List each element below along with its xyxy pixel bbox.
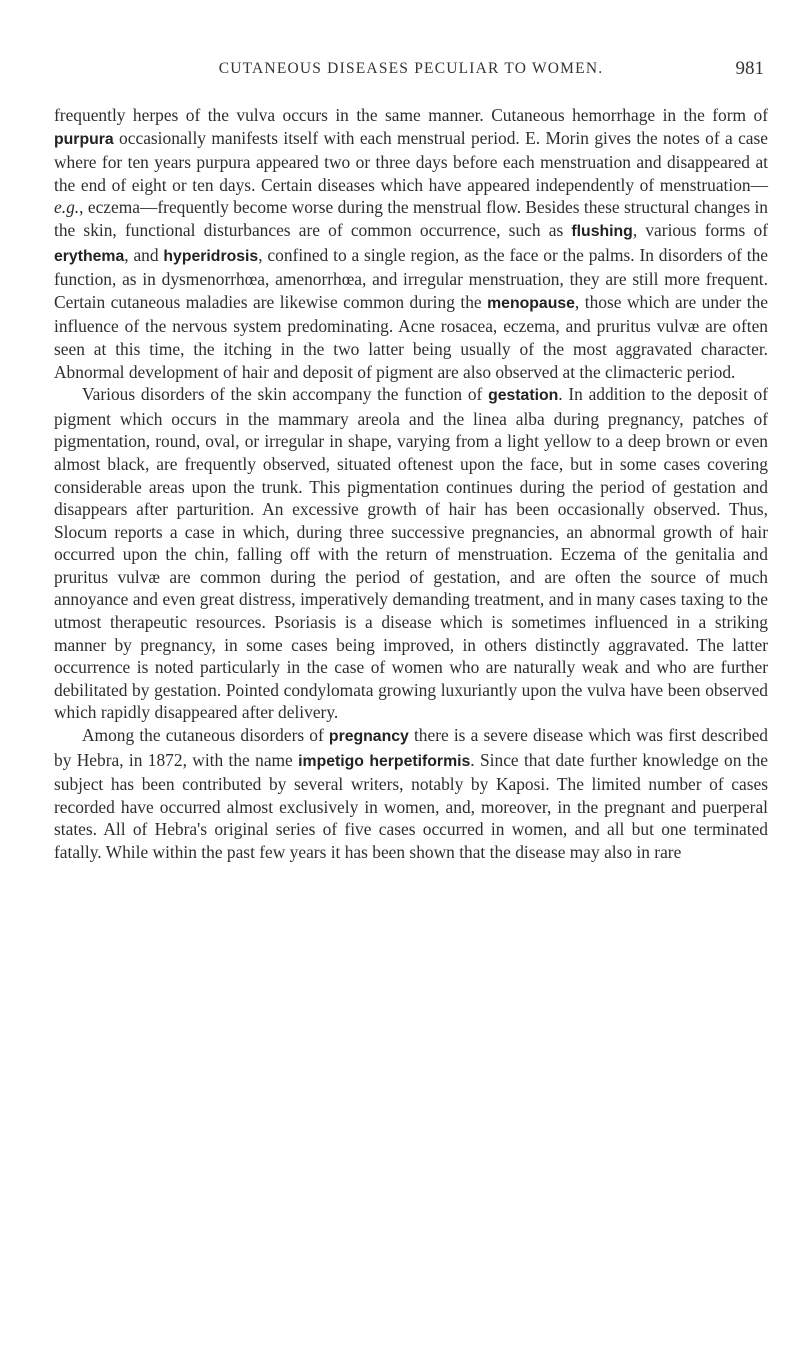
keyword-hyperidrosis: hyperidrosis [163, 247, 259, 265]
running-head [54, 60, 768, 90]
text-run: Various disorders of the skin accompany the function of [82, 384, 489, 405]
text-run: . In addition to the deposit of pigment which occurs in the mammary areola and the linea alba during pregnancy, patches of pigmentation, round, oval, or irregular in shape, varying from a light yellow to a deep brown or even almost black, are frequently observed, situated oftenest upon the face, but in some cases covering considerable areas upon the trunk. This pigmentation continues during the period of gestation and disappears after parturition. An excessive growth of hair has been occasionally observed. Thus, Slocum reports a case in which, during three successive pregnancies, an abnormal growth of hair occurred upon the chin, falling off with the return of menstruation. Eczema of the genitalia and pruritus vulvæ are common during the period of gestation, and are often the source of much annoyance and even great distress, imperatively demanding treatment, and in many cases taxing to the utmost therapeutic resources. Psoriasis is a disease which is sometimes influenced in a striking manner by pregnancy, in some cases being improved, in others distinctly aggravated. The latter occurrence is noted particularly in the case of women who are naturally weak and who are further debilitated by gestation. Pointed condylomata growing luxuriantly upon the vulva have been observed which rapidly disappeared after delivery. [54, 384, 768, 723]
book-page [54, 60, 768, 864]
paragraph-gestation [54, 383, 768, 724]
keyword-menopause: menopause [487, 294, 575, 312]
running-title: CUTANEOUS DISEASES PECULIAR TO WOMEN. [218, 60, 604, 77]
text-run: Among the cutaneous disorders of [82, 725, 329, 746]
text-run: occasionally manifests itself with each menstrual period. E. Morin gives the notes of a case where for ten years purpura appeared two or three days before each menstruation and disappeared at the end of eight or ten days. Certain diseases which have appeared independently of menstruation— [54, 127, 768, 195]
keyword-flushing: flushing [571, 222, 633, 240]
text-run: , those which are under the influence of the nervous system predominating. Acne rosacea, eczema, and pruritus vulvæ are often seen at this time, the itching in the two latter being usually of the most aggravated character. Abnormal development of hair and deposit of pigment are also observed at the climacteric period. [54, 291, 768, 382]
text-run: , confined to a single region, as the face or the palms. In disorders of the function, as in dysmenorrhœa, amenorrhœa, and irregular menstruation, they are still more frequent. Certain cutaneous maladies are likewise common during the [54, 244, 768, 312]
paragraph-pregnancy [54, 724, 768, 864]
page-number: 981 [735, 58, 764, 79]
paragraph-menstruation [54, 104, 768, 383]
keyword-purpura: purpura [54, 130, 114, 148]
body-text [54, 104, 768, 864]
keyword-pregnancy: pregnancy [328, 728, 409, 746]
keyword-gestation: gestation [488, 387, 559, 405]
keyword-erythema: erythema [54, 247, 125, 265]
keyword-impetigo-herpetiformis: impetigo herpetiformis [298, 752, 471, 770]
text-run: , eczema—frequently become worse during the menstrual flow. Besides these structural changes in the skin, functional disturbances are of common occurrence, such as [54, 197, 768, 240]
italic-eg: e.g. [54, 197, 80, 218]
text-run: there is a severe disease which was first described by Hebra, in 1872, with the name [54, 725, 768, 770]
text-run: . Since that date further knowledge on the subject has been contributed by several writers, notably by Kaposi. The limited number of cases recorded have occurred almost exclusively in women, and, moreover, in the pregnant and puerperal states. All of Hebra's original series of five cases occurred in women, and all but one terminated fatally. While within the past few years it has been shown that the disease may also in rare [54, 749, 769, 862]
text-run: frequently herpes of the vulva occurs in the same manner. Cutaneous hemorrhage in the form of [54, 105, 768, 125]
text-run: , and [124, 244, 164, 265]
text-run: , various forms of [632, 219, 768, 240]
